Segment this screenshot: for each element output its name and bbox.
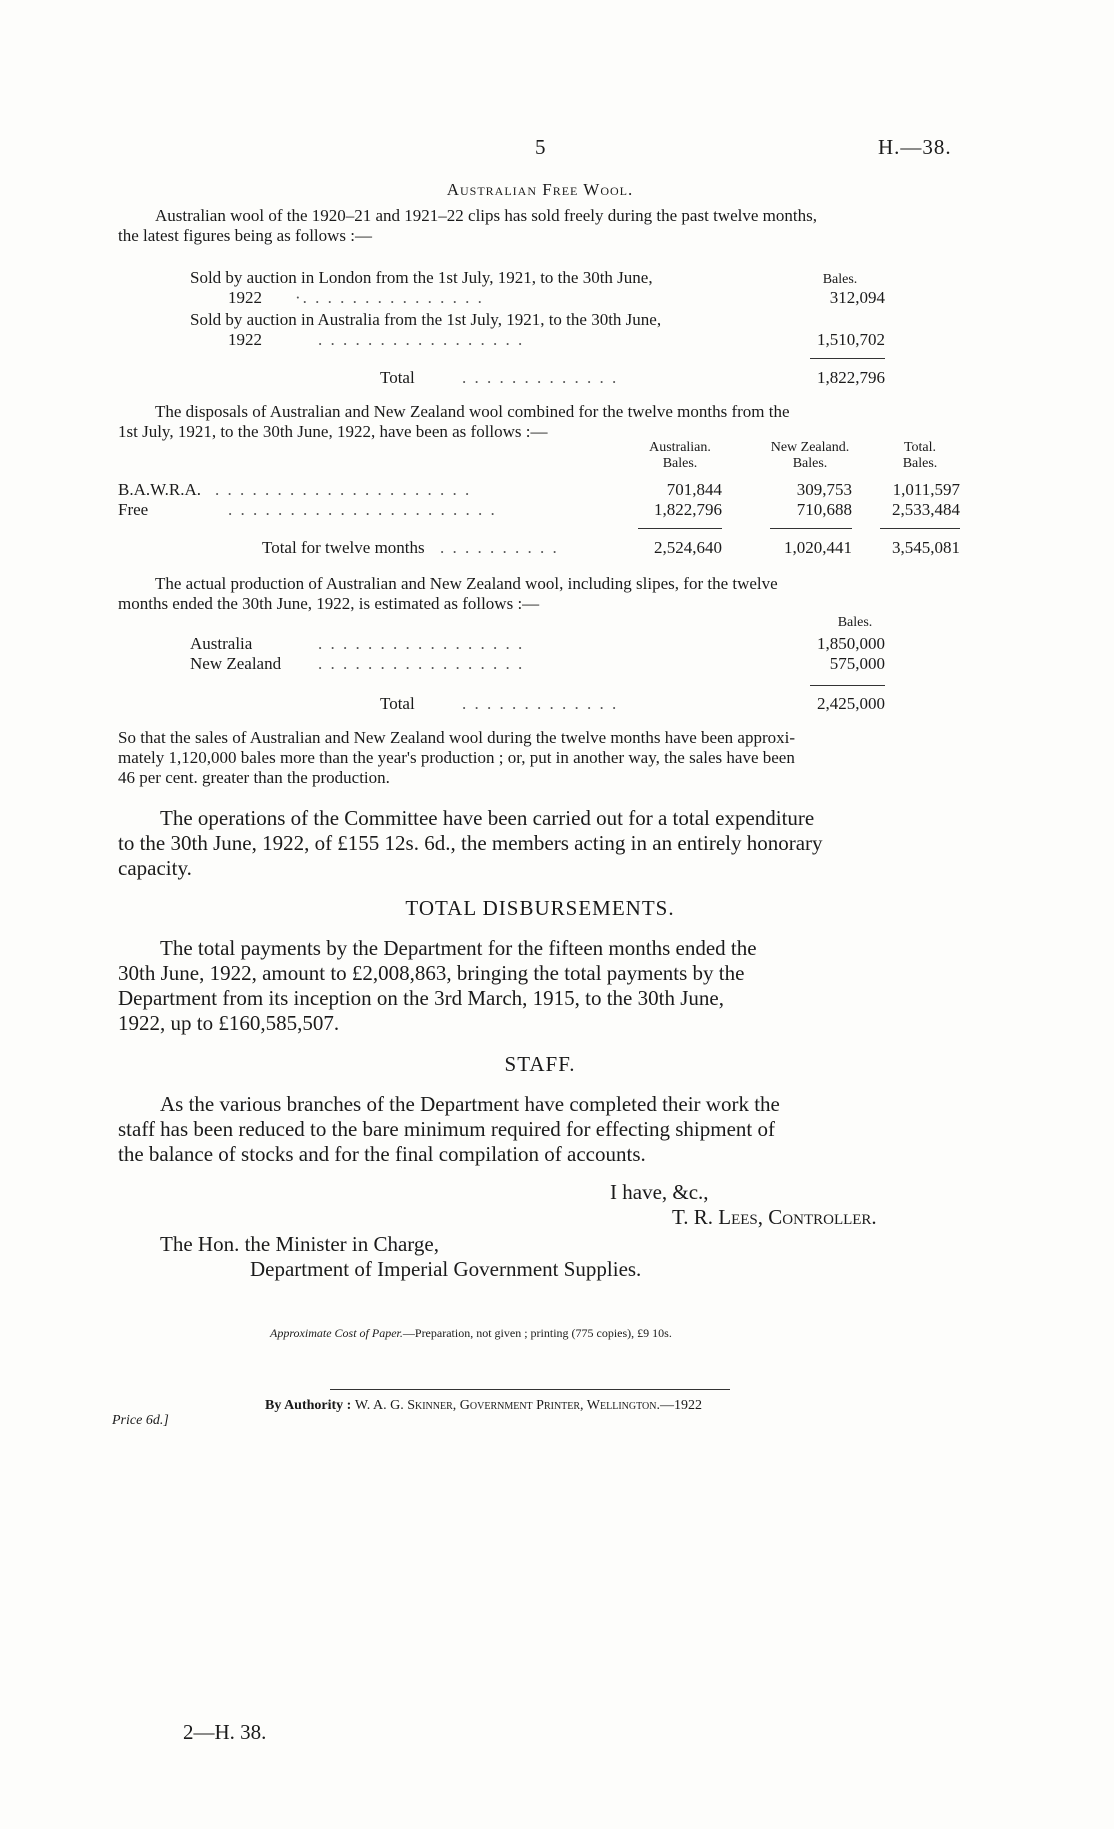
header-line: Bales. bbox=[902, 456, 938, 471]
disbursements-line: The total payments by the Department for the fifteen months ended the bbox=[160, 936, 757, 960]
leader-dots: . . . . . . . . . . bbox=[440, 538, 559, 557]
production-label: New Zealand bbox=[190, 654, 282, 673]
disbursements-line: 1922, up to £160,585,507. bbox=[118, 1011, 340, 1035]
production-value: 1,850,000 bbox=[817, 634, 885, 653]
column-header-total bbox=[880, 440, 960, 472]
production-total-label: Total bbox=[380, 694, 415, 713]
row-label: B.A.W.R.A. bbox=[118, 480, 201, 499]
leader-dots: . . . . . . . . . . . . . . . . . bbox=[318, 330, 525, 349]
column-header-australian bbox=[620, 440, 740, 472]
wool-intro-line: the latest figures being as follows :— bbox=[118, 226, 373, 245]
production-intro-line: months ended the 30th June, 1922, is estimated as follows :— bbox=[118, 594, 540, 613]
section-heading-wool: Australian Free Wool. bbox=[446, 180, 634, 199]
authority-label: By Authority : bbox=[265, 1398, 352, 1413]
cost-note-text: —Preparation, not given ; printing (775 copies), £9 10s. bbox=[402, 1326, 672, 1340]
production-value: 575,000 bbox=[829, 654, 885, 673]
cost-note-label: Approximate Cost of Paper. bbox=[270, 1326, 403, 1340]
summary-line: mately 1,120,000 bales more than the year's production ; or, put in another way, the sales have been bbox=[118, 748, 795, 767]
australia-auction-year: 1922 bbox=[228, 330, 262, 349]
leader-dots: ·. . . . . . . . . . . . . . . bbox=[295, 288, 484, 307]
committee-line: capacity. bbox=[118, 856, 192, 880]
header-line: Total. bbox=[903, 440, 937, 455]
production-label: Australia bbox=[190, 634, 253, 653]
closing: I have, &c., bbox=[610, 1180, 709, 1204]
cell-total: 2,533,484 bbox=[892, 500, 960, 519]
leader-dots: . . . . . . . . . . . . . bbox=[462, 694, 619, 713]
summary-line: So that the sales of Australian and New Zealand wool during the twelve months have been approxi- bbox=[118, 728, 795, 747]
sum-rule bbox=[810, 685, 885, 686]
leader-dots: . . . . . . . . . . . . . . . . . . . . . bbox=[215, 480, 472, 499]
cell-total: 1,011,597 bbox=[892, 480, 960, 499]
leader-dots: . . . . . . . . . . . . . bbox=[462, 368, 619, 387]
document-reference: H.—38. bbox=[878, 135, 952, 159]
london-auction-label: Sold by auction in London from the 1st July, 1921, to the 30th June, bbox=[190, 268, 653, 287]
addressee-line: Department of Imperial Government Supplies. bbox=[250, 1257, 642, 1281]
production-total-value: 2,425,000 bbox=[817, 694, 885, 713]
sum-rule bbox=[810, 358, 885, 359]
section-heading-staff: STAFF. bbox=[504, 1052, 576, 1076]
column-header-bales: Bales. bbox=[822, 272, 858, 287]
cell-australian: 1,822,796 bbox=[654, 500, 722, 519]
london-auction-year: 1922 bbox=[228, 288, 262, 307]
authority-text: W. A. G. Skinner, Government Printer, Wellington.—1922 bbox=[354, 1398, 702, 1413]
page-number: 5 bbox=[535, 135, 546, 159]
cost-note bbox=[270, 1326, 672, 1341]
footer-rule bbox=[330, 1389, 730, 1390]
leader-dots: . . . . . . . . . . . . . . . . . . . . . . bbox=[228, 500, 497, 519]
total-row-label: Total for twelve months bbox=[262, 538, 425, 557]
staff-line: staff has been reduced to the bare minimum required for effecting shipment of bbox=[118, 1117, 775, 1141]
total-new-zealand: 1,020,441 bbox=[784, 538, 852, 557]
header-line: Bales. bbox=[792, 456, 828, 471]
total-combined: 3,545,081 bbox=[892, 538, 960, 557]
staff-line: the balance of stocks and for the final compilation of accounts. bbox=[118, 1142, 646, 1166]
disposals-intro-line: 1st July, 1921, to the 30th June, 1922, have been as follows :— bbox=[118, 422, 548, 441]
signer: T. R. Lees, Controller. bbox=[672, 1205, 877, 1229]
sum-rule bbox=[638, 528, 722, 529]
australia-auction-value: 1,510,702 bbox=[817, 330, 885, 349]
australia-auction-label: Sold by auction in Australia from the 1st July, 1921, to the 30th June, bbox=[190, 310, 662, 329]
committee-line: The operations of the Committee have been carried out for a total expenditure bbox=[160, 806, 815, 830]
sum-rule bbox=[880, 528, 960, 529]
disbursements-line: Department from its inception on the 3rd March, 1915, to the 30th June, bbox=[118, 986, 724, 1010]
sheet-signature-mark: 2—H. 38. bbox=[183, 1720, 267, 1744]
wool-total-value: 1,822,796 bbox=[817, 368, 885, 387]
header-line: New Zealand. bbox=[770, 440, 850, 455]
disposals-intro-line: The disposals of Australian and New Zealand wool combined for the twelve months from the bbox=[155, 402, 790, 421]
price: Price 6d.] bbox=[112, 1413, 169, 1428]
total-australian: 2,524,640 bbox=[654, 538, 722, 557]
cell-new-zealand: 309,753 bbox=[796, 480, 852, 499]
sum-rule bbox=[770, 528, 852, 529]
cell-australian: 701,844 bbox=[666, 480, 722, 499]
column-header-new-zealand bbox=[750, 440, 870, 472]
london-auction-value: 312,094 bbox=[829, 288, 885, 307]
column-header-bales: Bales. bbox=[837, 615, 873, 630]
printer-authority bbox=[265, 1398, 702, 1414]
wool-intro-line: Australian wool of the 1920–21 and 1921–22 clips has sold freely during the past twelve months, bbox=[155, 206, 817, 225]
wool-total-label: Total bbox=[380, 368, 415, 387]
section-heading-disbursements: TOTAL DISBURSEMENTS. bbox=[405, 896, 675, 920]
disbursements-line: 30th June, 1922, amount to £2,008,863, bringing the total payments by the bbox=[118, 961, 745, 985]
cell-new-zealand: 710,688 bbox=[796, 500, 852, 519]
summary-line: 46 per cent. greater than the production. bbox=[118, 768, 390, 787]
leader-dots: . . . . . . . . . . . . . . . . . bbox=[318, 634, 525, 653]
header-line: Australian. bbox=[649, 440, 711, 455]
addressee-line: The Hon. the Minister in Charge, bbox=[160, 1232, 439, 1256]
row-label: Free bbox=[118, 500, 149, 519]
leader-dots: . . . . . . . . . . . . . . . . . bbox=[318, 654, 525, 673]
staff-line: As the various branches of the Department have completed their work the bbox=[160, 1092, 780, 1116]
committee-line: to the 30th June, 1922, of £155 12s. 6d., the members acting in an entirely honorary bbox=[118, 831, 823, 855]
header-line: Bales. bbox=[662, 456, 698, 471]
production-intro-line: The actual production of Australian and New Zealand wool, including slipes, for the twelve bbox=[155, 574, 778, 593]
